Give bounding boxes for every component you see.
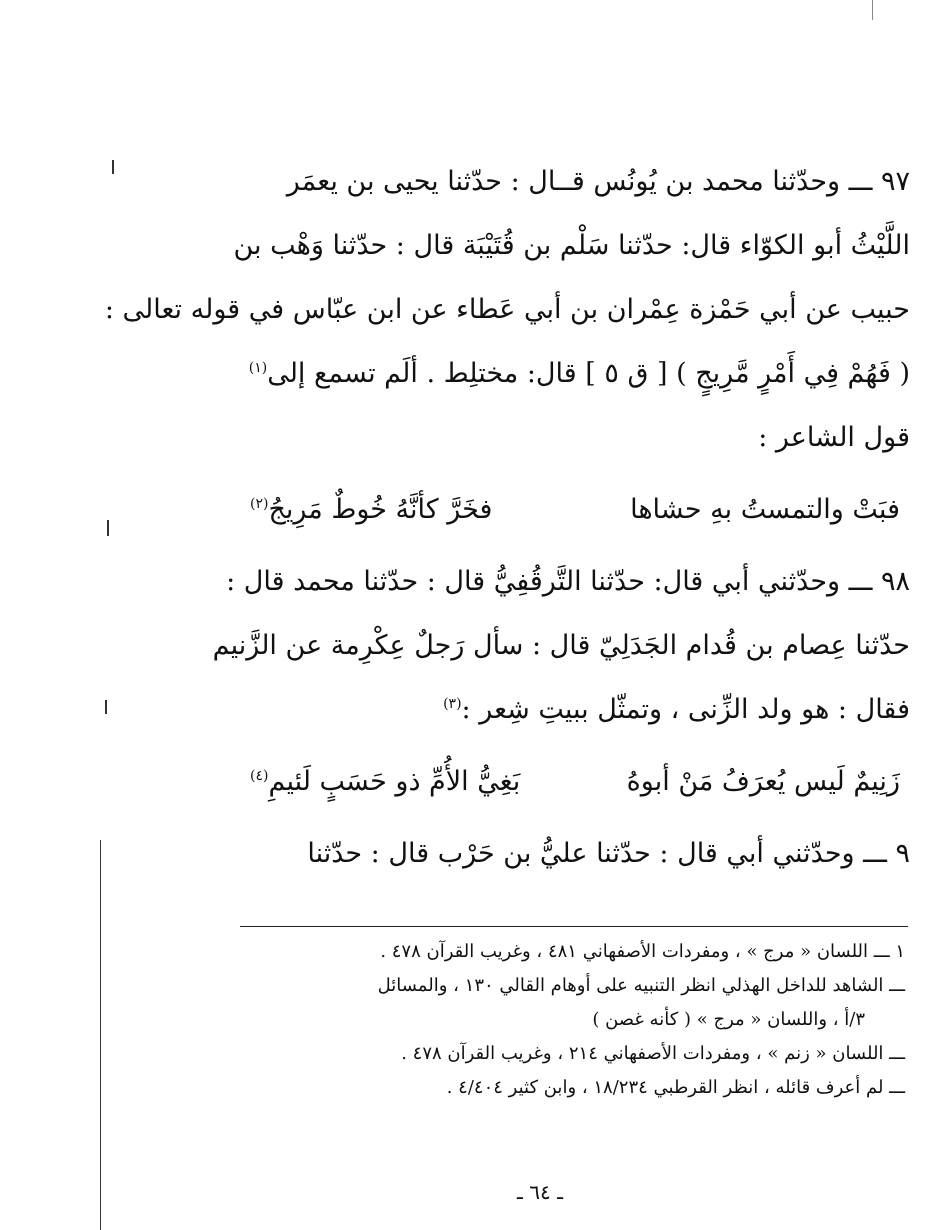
footnote-continuation: ٣/أ ، واللسان « مرج » ( كأنه غصن ) [592,1009,865,1030]
text-line: ( فَهُمْ فِي أَمْرٍ مَّرِيجٍ ) [ ق ٥ ] قال: مختلِط . ألَم تسمع إلى$^{(١)}$ [248,358,910,389]
footnote-marker: (٤) [250,768,269,784]
footnote: ـــ الشاهد للداخل الهذلي انظر التنبيه على أوهام القالي ١٣٠ ، والمسائل [377,975,905,996]
scan-edge-mark [112,160,114,174]
footnote: ـــ لم أعرف قائله ، انظر القرطبي ١٨/٢٣٤ ، وابن كثير ٤/٤٠٤ . [446,1077,905,1098]
verse [240,470,910,550]
text-line: ٩٧ ـــ وحدّثنا محمد بن يُونُس قــال : حدّثنا يحيى بن يعمَر [286,166,910,197]
verse-hemistich-second: بَغِيُّ الأُمِّ ذو حَسَبٍ لَئيمِ$^{(٤)}$ [250,766,521,797]
text-line: اللَّيْثُ أبو الكوّاء قال: حدّثنا سَلْم بن قُتَيْبَة قال : حدّثنا وَهْب بن [233,230,910,261]
verse-hemistich-first: فبَتْ والتمستُ بهِ حشاها [630,494,900,525]
text-line: قول الشاعر : [758,422,910,453]
text-line: ٩٨ ـــ وحدّثني أبي قال: حدّثنا التَّرقُفِيُّ قال : حدّثنا محمد قال : [226,566,910,597]
main-text [104,150,910,886]
footnote: ١ ـــ اللسان « مرج » ، ومفردات الأصفهاني ٤٨١ ، وغريب القرآن ٤٧٨ . [380,941,905,962]
footnote: ـــ اللسان « زنم » ، ومفردات الأصفهاني ٢١٤ ، وغريب القرآن ٤٧٨ . [401,1043,905,1064]
verse [240,742,910,822]
footnote-marker: (١) [248,360,268,376]
footnote-marker: (٢) [250,496,269,512]
page-number: ـ ٦٤ ـ [517,1180,563,1204]
verse-hemistich-first: زَنِيمٌ لَيس يُعرَفُ مَنْ أبوهُ [626,766,900,797]
verse-hemistich-second: فخَرَّ كأنَّهُ خُوطٌ مَرِيجُ$^{(٢)}$ [250,494,493,525]
text-line: حبيب عن أبي حَمْزة عِمْران بن أبي عَطاء عن ابن عبّاس في قوله تعالى : [104,294,910,325]
scan-edge-line [872,0,873,20]
scan-edge-line [100,840,101,1230]
text-line: ٩ ـــ وحدّثني أبي قال : حدّثنا عليُّ بن حَرْب قال : حدّثنا [307,838,910,869]
text-line: حدّثنا عِصام بن قُدام الجَدَلِيّ قال : سأل رَجلٌ عِكْرِمة عن الزَّنيم [212,630,910,661]
footnotes [255,935,905,1105]
footnote-divider [240,926,908,927]
scan-edge-mark [105,700,107,714]
text-line: فقال : هو ولد الزِّنى ، وتمثّل ببيتِ شِعر :$^{(٣)}$ [443,694,910,725]
footnote-marker: (٣) [443,696,462,712]
scan-edge-mark [107,520,109,536]
